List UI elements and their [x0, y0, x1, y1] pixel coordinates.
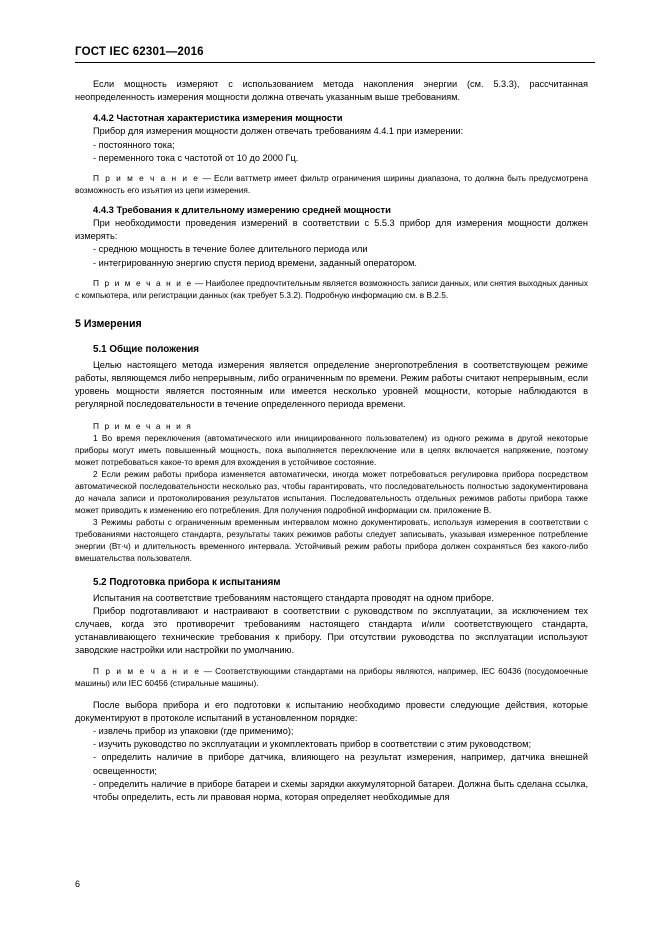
- paragraph-4-4-2: Прибор для измерения мощности должен отвечать требованиям 4.4.1 при измерении:: [93, 126, 464, 137]
- note-label: П р и м е ч а н и е: [93, 665, 201, 676]
- note-4-4-2: [75, 172, 588, 196]
- page-content: [75, 78, 588, 804]
- list-item-4-4-3-2: - интегрированную энергию спустя период времени, заданный оператором.: [93, 257, 417, 268]
- list-item-5-2-1: - извлечь прибор из упаковки (где применимо);: [93, 726, 294, 737]
- page-header: ГОСТ IEC 62301—2016: [75, 46, 595, 63]
- note-4-4-3: [75, 277, 588, 301]
- paragraph-5-2-1: Испытания на соответствие требованиям настоящего стандарта проводят на одном приборе.: [93, 592, 494, 603]
- note-label: П р и м е ч а н и е: [93, 277, 193, 288]
- heading-4-4-2: 4.4.2 Частотная характеристика измерения мощности: [93, 112, 343, 124]
- notes-heading-5-1: П р и м е ч а н и я: [93, 420, 193, 431]
- heading-5-1: 5.1 Общие положения: [93, 343, 200, 355]
- list-item-5-2-2: - изучить руководство по эксплуатации и укомплектовать прибор в соответствии с этим руководством;: [93, 739, 532, 750]
- paragraph-5-2-2: Прибор подготавливают и настраивают в соответствии с руководством по эксплуатации, за исключением тех случаев, когда это противоречит требованиям настоящего стандарта и/или соответствующего стандарта, устанавливающего технические требования к прибору. При отсутствии руководства по эксплуатации используют заводские настройки или настройки по умолчанию.: [75, 605, 588, 656]
- heading-4-4-3: 4.4.3 Требования к длительному измерению средней мощности: [93, 204, 391, 216]
- note-text: — Если ваттметр имеет фильтр ограничения ширины диапазона, то должна быть предусмотрена возможность его изъятия из цепи измерения.: [75, 173, 588, 196]
- page-number: 6: [75, 879, 81, 889]
- paragraph-intro: Если мощность измеряют с использованием метода накопления энергии (см. 5.3.3), рассчитанная неопределенность измерения мощности должна отвечать указанным выше требованиям.: [75, 79, 588, 103]
- list-item-4-4-2-2: - переменного тока с частотой от 10 до 2000 Гц.: [93, 152, 299, 163]
- list-item-5-2-4: - определить наличие в приборе батареи и схемы зарядки аккумуляторной батареи. Должна быть сделана ссылка, чтобы определить, есть ли правовая норма, которая определяет необходимые для: [93, 778, 588, 803]
- note-5-1-3: 3 Режимы работы с ограниченным временным интервалом можно документировать, используя измерения в соответствии с требованиями настоящего стандарта, результаты таких режимов работы следует записывать, указывая измеренное потребление энергии (Вт·ч) и длительность временного интервала. Устойчивый режим работы прибора должен сохраняться без какого-либо вмешательства пользователя.: [75, 516, 588, 563]
- note-text: — Соответствующими стандартами на приборы являются, например, IEC 60436 (посудомоечные машины) или IEC 60456 (стиральные машины).: [75, 665, 588, 688]
- heading-section-5: 5 Измерения: [75, 317, 142, 330]
- paragraph-5-1: Целью настоящего метода измерения является определение энергопотребления в соответствующем режиме работы, являющемся либо непрерывным, либо ограниченным по времени. Режим работы считают непрерывным, если уровень мощности является постоянным или имеется несколько уровней мощности, которые наблюдаются в регулярной последовательности в течение определенного периода времени.: [75, 359, 588, 410]
- list-item-4-4-3-1: - среднюю мощность в течение более длительного периода или: [93, 244, 368, 255]
- note-5-2: [75, 665, 588, 689]
- note-text: — Наиболее предпочтительным является возможность записи данных, или снятия выходных данных с компьютера, или регистрации данных (как требует 5.3.2). Подробную информацию см. в В.2.5.: [75, 277, 588, 300]
- note-5-1-2: 2 Если режим работы прибора изменяется автоматически, иногда может потребоваться регулировка прибора посредством автоматической последовательности несколько раз, чтобы гарантировать, что последовательность полностью задокументирована до начала записи и протоколирования результатов испытания. Последовательность отдельных режимов работы прибора также может приводить к изменению его потребления. Для получения подробной информации см. приложение В.: [75, 468, 588, 515]
- note-label: П р и м е ч а н и е: [93, 173, 200, 184]
- heading-5-2: 5.2 Подготовка прибора к испытаниям: [93, 576, 281, 588]
- paragraph-4-4-3: При необходимости проведения измерений в соответствии с 5.5.3 прибор для измерения мощности должен измерять:: [75, 218, 588, 242]
- paragraph-5-2-3: После выбора прибора и его подготовки к испытанию необходимо провести следующие действия, которые документируют в протоколе испытаний в установленном порядке:: [75, 699, 588, 723]
- list-item-5-2-3: - определить наличие в приборе датчика, влияющего на результат измерения, например, датчика внешней освещенности;: [93, 752, 588, 776]
- list-item-4-4-2-1: - постоянного тока;: [93, 139, 175, 150]
- note-5-1-1: 1 Во время переключения (автоматического или инициированного пользователем) из одного режима в другой некоторые приборы могут иметь повышенный мощность, пока выполняется переключение или в цепях включается напряжение, поэтому может потребоваться какое-то время для вхождения в устойчивое состояние.: [75, 432, 588, 467]
